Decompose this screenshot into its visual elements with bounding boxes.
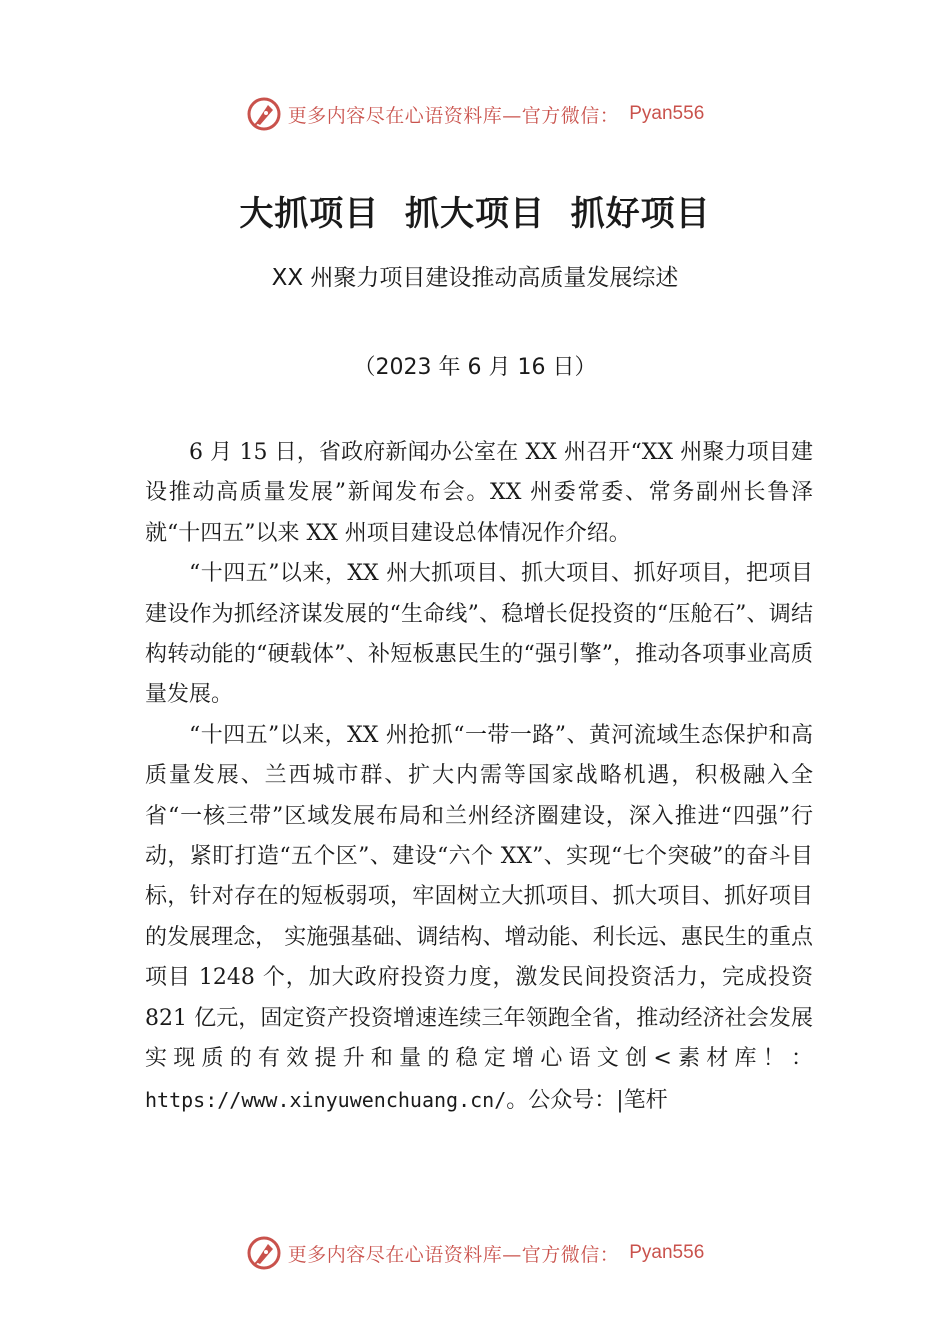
watermark-footer bbox=[0, 1233, 950, 1273]
promo-prefix: 心语文创<素材库！： bbox=[540, 1046, 813, 1072]
document-body bbox=[145, 433, 813, 1121]
document-subtitle: XX 州聚力项目建设推动高质量发展综述 bbox=[271, 265, 679, 291]
body-paragraph-text: “十四五”以来，XX 州抢抓“一带一路”、黄河流域生态保护和高质量发展、兰西城市群、扩大内需等国家战略机遇，积极融入全省“一核三带”区域发展布局和兰州经济圈建设，深入推进“四强”行动，紧盯打造“五个区”、建设“六个 XX”、实现“七个突破”的奋斗目标，针对存在的短板弱项，牢固树立大抓项目、抓大项目、抓好项目的发展理念， 实施强基础、调结构、增动能、利长远、惠民生的重点项目 1248 个，加大政府投资力度，激发民间投资活力，完成投资 821 亿元，固定资产投资增速连续三年领跑全省，推动经济社会发展实现质的有效提升和量的稳定增 bbox=[145, 722, 813, 1072]
body-paragraph: 6 月 15 日，省政府新闻办公室在 XX 州召开“XX 州聚力项目建设推动高质量发展”新闻发布会。XX 州委常委、常务副州长鲁泽就“十四五”以来 XX 州项目建设总体情况作介绍。 bbox=[145, 440, 813, 546]
body-paragraph bbox=[145, 716, 813, 1121]
document-date: （2023 年 6 月 16 日） bbox=[353, 355, 597, 380]
pen-nib-logo-icon bbox=[246, 96, 282, 132]
promo-suffix: 。公众号：|笔杆 bbox=[506, 1087, 668, 1113]
watermark-wechat-handle: Pyan556 bbox=[629, 103, 705, 124]
document-title: 大抓项目 抓大项目 抓好项目 bbox=[239, 194, 711, 234]
watermark-text: 更多内容尽在心语资料库—官方微信： bbox=[287, 1243, 620, 1266]
watermark-text: 更多内容尽在心语资料库—官方微信： bbox=[287, 104, 620, 127]
promo-url-link[interactable]: https://www.xinyuwenchuang.cn/ bbox=[145, 1087, 507, 1112]
pen-nib-logo-icon bbox=[246, 1235, 282, 1271]
body-paragraph: “十四五”以来，XX 州大抓项目、抓大项目、抓好项目，把项目建设作为抓经济谋发展的“生命线”、稳增长促投资的“压舱石”、调结构转动能的“硬载体”、补短板惠民生的“强引擎”，推动各项事业高质量发展。 bbox=[145, 561, 813, 708]
watermark-header bbox=[0, 94, 950, 134]
watermark-wechat-handle: Pyan556 bbox=[629, 1242, 705, 1263]
